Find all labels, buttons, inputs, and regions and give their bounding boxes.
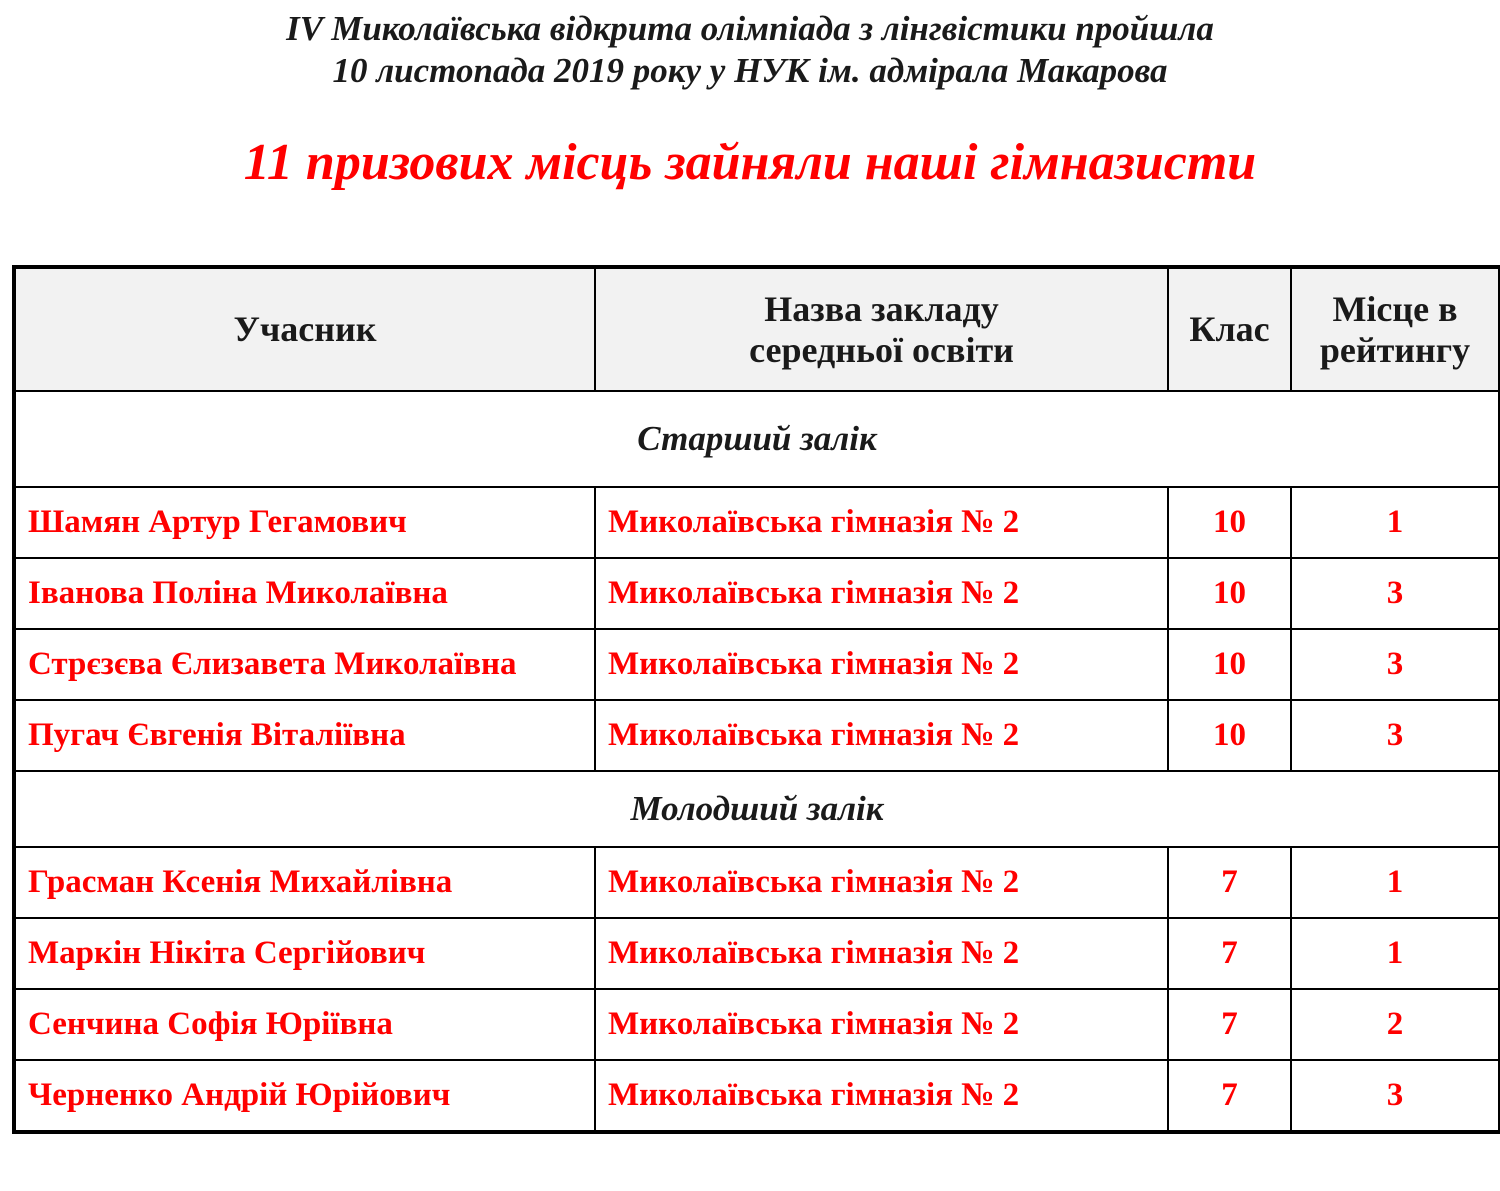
participant-name: Сенчина Софія Юріївна [14, 989, 595, 1060]
section-row-senior [14, 391, 1500, 487]
participant-name: Черненко Андрій Юрійович [14, 1060, 595, 1132]
place-cell: 3 [1291, 1060, 1500, 1132]
table-row [14, 558, 1500, 629]
table-row [14, 629, 1500, 700]
table-row [14, 918, 1500, 989]
participant-name: Стрєзєва Єлизавета Миколаївна [14, 629, 595, 700]
section-row-junior [14, 771, 1500, 847]
place-cell: 3 [1291, 700, 1500, 771]
place-cell: 2 [1291, 989, 1500, 1060]
grade-cell: 7 [1168, 989, 1291, 1060]
header-grade [1168, 267, 1291, 391]
header-rank [1291, 267, 1500, 391]
heading-line-2: 10 листопада 2019 року у НУК ім. адмірала Макарова [332, 51, 1168, 90]
participant-name: Пугач Євгенія Віталіївна [14, 700, 595, 771]
header-participant-label: Учасник [233, 309, 377, 349]
school-name: Миколаївська гімназія № 2 [595, 1060, 1168, 1132]
table-row [14, 1060, 1500, 1132]
school-name: Миколаївська гімназія № 2 [595, 558, 1168, 629]
participant-name: Маркін Нікіта Сергійович [14, 918, 595, 989]
grade-cell: 10 [1168, 629, 1291, 700]
place-cell: 1 [1291, 487, 1500, 558]
school-name: Миколаївська гімназія № 2 [595, 847, 1168, 918]
highlight-heading: 11 призових місць зайняли наші гімназисти [243, 134, 1257, 191]
grade-cell: 10 [1168, 487, 1291, 558]
place-cell: 3 [1291, 629, 1500, 700]
participant-name: Грасман Ксенія Михайлівна [14, 847, 595, 918]
participant-name: Іванова Поліна Миколаївна [14, 558, 595, 629]
heading-line-1: IV Миколаївська відкрита олімпіада з лінгвістики пройшла [286, 9, 1214, 48]
header-school-label-2: середньої освіти [749, 329, 1014, 370]
place-cell: 1 [1291, 918, 1500, 989]
table-row [14, 700, 1500, 771]
grade-cell: 7 [1168, 847, 1291, 918]
school-name: Миколаївська гімназія № 2 [595, 918, 1168, 989]
header-participant [14, 267, 595, 391]
table-row [14, 487, 1500, 558]
place-cell: 3 [1291, 558, 1500, 629]
header-rank-label-1: Місце в [1332, 288, 1458, 329]
grade-cell: 7 [1168, 918, 1291, 989]
table-header [14, 267, 1500, 391]
table-body [14, 391, 1500, 1132]
school-name: Миколаївська гімназія № 2 [595, 629, 1168, 700]
section-title: Молодший залік [14, 771, 1500, 847]
header-grade-label: Клас [1189, 309, 1270, 349]
table-row [14, 847, 1500, 918]
school-name: Миколаївська гімназія № 2 [595, 700, 1168, 771]
table-row [14, 989, 1500, 1060]
header-rank-label-2: рейтингу [1319, 329, 1471, 370]
header-row [14, 267, 1500, 391]
grade-cell: 10 [1168, 700, 1291, 771]
place-cell: 1 [1291, 847, 1500, 918]
grade-cell: 7 [1168, 1060, 1291, 1132]
header-school [595, 267, 1168, 391]
header-school-label-1: Назва закладу [764, 288, 999, 329]
results-table [12, 265, 1500, 1134]
section-title: Старший залік [14, 391, 1500, 487]
school-name: Миколаївська гімназія № 2 [595, 487, 1168, 558]
participant-name: Шамян Артур Гегамович [14, 487, 595, 558]
school-name: Миколаївська гімназія № 2 [595, 989, 1168, 1060]
grade-cell: 10 [1168, 558, 1291, 629]
